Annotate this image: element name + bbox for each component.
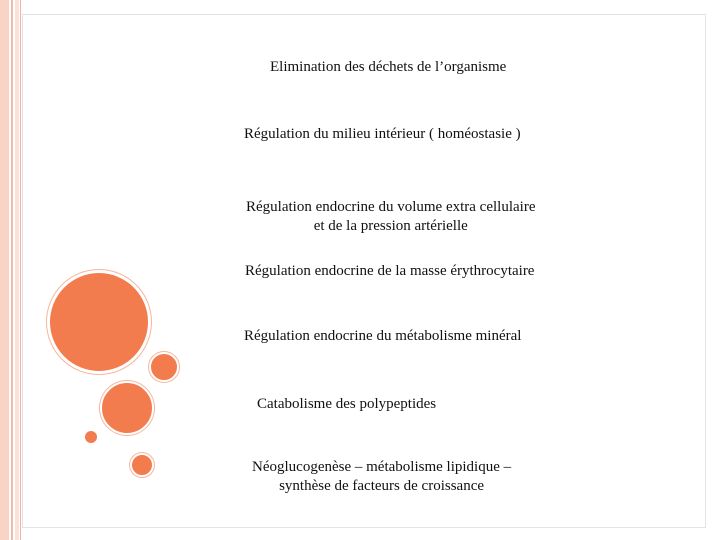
item-line: Catabolisme des polypeptides <box>257 396 437 412</box>
list-item <box>245 262 534 281</box>
list-item <box>270 58 506 77</box>
decorative-stripe <box>15 0 19 540</box>
item-line: Néoglucogenèse – métabolisme lipidique – <box>252 459 512 475</box>
item-line: Elimination des déchets de l’organisme <box>270 59 507 75</box>
decorative-circle-large <box>47 270 151 374</box>
decorative-dot <box>85 431 97 443</box>
item-line: et de la pression artérielle <box>313 218 468 234</box>
decorative-stripe <box>11 0 13 540</box>
item-line: Régulation du milieu intérieur ( homéostasie ) <box>244 126 521 142</box>
item-line: Régulation endocrine du métabolisme minéral <box>244 328 522 344</box>
decorative-stripe <box>0 0 9 540</box>
decorative-stripe <box>20 0 21 540</box>
decorative-circle-small <box>149 352 179 382</box>
list-item <box>244 125 521 144</box>
decorative-circle-medium <box>100 381 154 435</box>
decorative-circle-small <box>130 453 154 477</box>
item-line: Régulation endocrine du volume extra cellulaire <box>246 199 536 215</box>
list-item <box>246 198 535 236</box>
list-item <box>257 395 436 414</box>
item-line: synthèse de facteurs de croissance <box>279 478 485 494</box>
list-item <box>252 458 511 496</box>
item-line: Régulation endocrine de la masse érythrocytaire <box>245 263 535 279</box>
list-item <box>244 327 521 346</box>
